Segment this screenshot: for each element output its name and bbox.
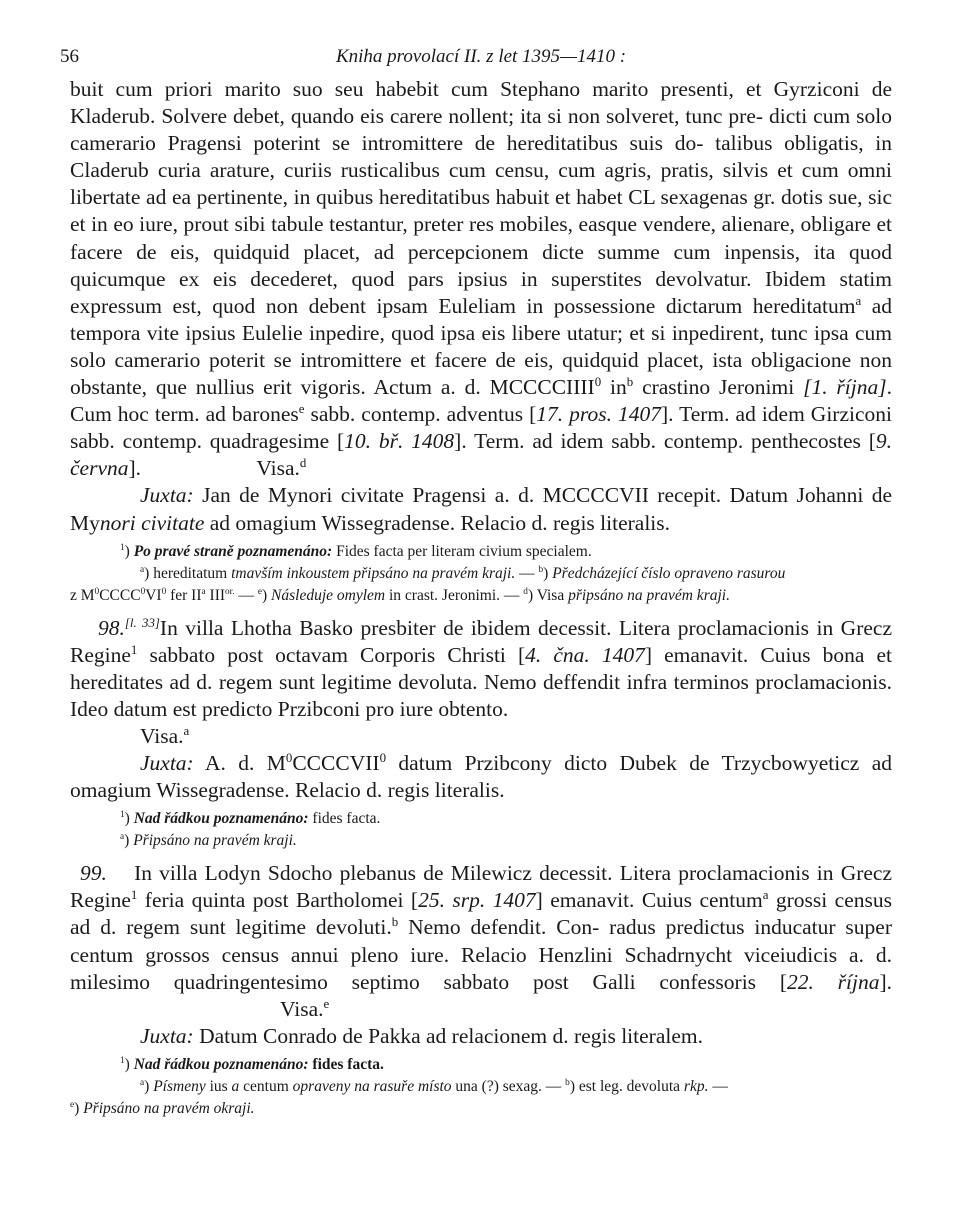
text-line: dicti cum solo camerario Pragensi poterint se intromittere de hereditatibus suis do-	[70, 104, 892, 156]
text-line: preter res mobiles, easque vendere, alienare, obligare et facere de eis, quidquid placet,	[70, 212, 893, 264]
date-gloss: 9. června	[70, 429, 892, 481]
footnote-marker: 1	[120, 810, 125, 821]
footnote-1-97: $^1$) Po pravé straně poznamenáno: Fides facta per literam civium specialem.	[120, 542, 592, 560]
date-gloss: [1. října]	[803, 375, 887, 400]
footnote-text: Visa	[536, 586, 565, 604]
text-line: crastino Jeronimi	[642, 375, 795, 400]
juxta-98	[70, 750, 892, 804]
footnote-label: Nad řádkou poznamenáno:	[133, 1055, 309, 1073]
footnote-marker: a	[140, 564, 145, 575]
footnote-ref-a: a	[855, 293, 862, 308]
text-line: sabbato post octavam Corporis Christi [	[149, 642, 526, 667]
visa-mark: Visa.	[140, 723, 184, 748]
text-line: ad percepcionem dicte summe cum inpensis, ita quod quicumque ex eis decederet,	[70, 239, 893, 291]
text-line: Cuius bona et hereditates ad d. regem sunt legitime devoluta. Nemo deffendit infra	[70, 642, 893, 694]
text-line: In villa Lhotha Basko presbiter de ibidem decessit. Litera proclamacionis	[159, 615, 810, 640]
juxta-text-italic: nori civitate	[99, 510, 205, 535]
juxta-label: Juxta:	[140, 1023, 194, 1048]
text-line: ] emanavit.	[644, 642, 749, 667]
footnote-text-italic: Následuje omylem	[271, 586, 386, 604]
page-number: 56	[60, 46, 79, 67]
text-line: ].	[879, 969, 892, 994]
text-line: buit cum priori marito suo seu habebit cum Stephano marito presenti, et Gyrziconi	[70, 77, 860, 101]
text-line: et habet CL sexagenas gr. dotis sue, sic et in eo iure, prout sibi tabule testantur,	[70, 185, 892, 237]
text-line: post Galli confessoris [	[532, 969, 787, 994]
date-gloss: 4. čna. 1407	[525, 642, 645, 667]
footnote-text: CCCC	[99, 586, 141, 604]
footnote-text: Fides facta per literam civium specialem.	[336, 542, 592, 560]
text-line: Henzlini Schadrnycht viceiudicis a. d. milesimo quadringentesimo septimo sabbato	[70, 942, 892, 994]
footnote-ref-a: a	[762, 888, 769, 903]
footnote-a-98: $^a$) Připsáno na pravém kraji.	[120, 832, 297, 850]
visa-mark: Visa.	[256, 456, 300, 481]
footnote-ref-b: b	[391, 915, 399, 930]
juxta-text: datum Przibcony dicto Dubek de Trzycbowyeticz	[398, 751, 860, 776]
text-line: feria quinta post Bartholomei [	[144, 888, 419, 913]
entry-99	[70, 860, 892, 1120]
juxta-text: Johanni de My	[70, 483, 893, 535]
superscript-or: or.	[225, 586, 235, 597]
text-line: centum	[699, 888, 763, 913]
footnote-ref-1: 1	[130, 642, 138, 657]
footnote-text: ius	[209, 1077, 228, 1095]
footnote-marker: e	[257, 586, 262, 597]
juxta-label: Juxta:	[140, 751, 194, 776]
footnote-text: fer II	[170, 586, 202, 604]
footnote-b-97-cont: z $M^0CCCC^0VI^0$ fer $II^a$ $III^{or.}$ — $^e$) Následuje omylem in crast. Jeronimi. — $^d$) Visa připsáno na pravém kraji.	[70, 586, 730, 604]
text-line: in Grecz Regine	[70, 615, 892, 667]
footnote-text-italic: rkp.	[683, 1077, 709, 1095]
footnote-marker: b	[538, 564, 544, 575]
superscript-a: a	[201, 586, 206, 597]
juxta-text: CCCCVII	[292, 751, 380, 776]
footnote-a-97: $^a$) hereditatum tmavším inkoustem připsáno na pravém kraji. — $^b$) Předcházející číslo opraveno rasurou	[140, 564, 786, 582]
superscript-zero: 0	[594, 374, 602, 389]
footnote-text: est leg. devoluta	[578, 1077, 681, 1095]
footnote-text: VI	[145, 586, 162, 604]
text-line: talibus obligatis, in Claderub curia arature, curiis rusticalibus cum censu, cum agris,	[70, 131, 893, 183]
entry-number: 98.	[98, 615, 125, 640]
footnote-text-italic: Písmeny	[153, 1077, 206, 1095]
text-line: camerario poterit se intromittere et facere de eis, quidquid placet, ista obligacione	[114, 347, 852, 372]
footnote-text: una (?) sexag.	[455, 1077, 542, 1095]
document-page	[60, 40, 893, 1120]
footnote-marker: 1	[120, 542, 125, 553]
footnote-marker: a	[140, 1077, 145, 1088]
text-line: in Grecz Regine	[70, 861, 893, 913]
footnote-text: hereditatum	[153, 564, 228, 582]
text-line: non obstante, que nullius erit vigoris. Actum a. d. MCCCCIIII	[70, 347, 893, 400]
entry-97-text	[70, 76, 892, 482]
juxta-97	[70, 482, 892, 536]
text-line: terminos proclamacionis. Ideo datum est predicto Przibconi pro iure obtento.	[70, 669, 892, 721]
entry-99-text	[70, 860, 892, 1023]
text-line: in	[610, 375, 627, 400]
juxta-text: Jan de Mynori civitate Pragensi a. d. MCCCCVII recepit. Datum	[202, 483, 789, 508]
footnote-text-italic: připsáno na pravém kraji.	[568, 586, 730, 604]
juxta-text: ad omagium Wissegradense. Relacio d. regis literalis.	[70, 751, 892, 803]
footnote-text-italic: Připsáno na pravém kraji.	[133, 832, 297, 850]
text-line: contemp. penthecostes [	[663, 429, 876, 454]
footnote-ref-1: 1	[130, 888, 138, 903]
text-line: de Kladerub. Solvere debet, quando eis carere nollent; ita si non solveret, tunc pre-	[70, 77, 893, 129]
text-line: ] emanavit. Cuius	[535, 888, 693, 913]
entry-98	[70, 615, 892, 853]
footnote-text-italic: Předcházející číslo opraveno rasurou	[552, 564, 786, 582]
superscript-zero: 0	[285, 750, 293, 765]
folio-marker: [l. 33]	[124, 615, 160, 630]
text-line: ad tempora vite ipsius	[70, 293, 893, 345]
footnote-e-99: $^e$) Připsáno na pravém okraji.	[70, 1099, 255, 1117]
footnote-text-italic: tmavším inkoustem připsáno na pravém kraji.	[231, 564, 516, 582]
footnote-label: Nad řádkou poznamenáno:	[133, 810, 309, 828]
juxta-label: Juxta:	[140, 483, 194, 508]
juxta-text: A. d. M	[204, 751, 286, 776]
footnote-marker: b	[565, 1077, 570, 1088]
footnote-text-italic: a	[231, 1077, 240, 1095]
entry-98-text	[70, 615, 892, 723]
text-line: . Cum hoc term. ad barones	[70, 375, 892, 427]
superscript-zero: 0	[161, 586, 167, 597]
date-gloss: 17. pros. 1407	[536, 402, 661, 427]
entry-97-continuation	[70, 76, 892, 607]
date-gloss: 10. bř. 1408	[344, 429, 455, 454]
footnote-1-99: $^1$) Nad řádkou poznamenáno: fides facta.	[120, 1055, 384, 1073]
footnote-ref-d: d	[299, 456, 307, 471]
footnote-ref-a: a	[183, 723, 190, 738]
footnote-text: III	[209, 586, 226, 604]
footnote-text: fides facta.	[312, 810, 381, 828]
footnote-text-italic: opraveny na rasuře místo	[292, 1077, 452, 1095]
footnote-a-99: $^a$) Písmeny ius a centum opraveny na rasuře místo una (?) sexag. — $^b$) est leg. devoluta rkp. —	[140, 1077, 728, 1095]
superscript-zero: 0	[379, 750, 387, 765]
footnote-text: in crast. Jeronimi.	[388, 586, 501, 604]
footnote-marker: 1	[120, 1055, 125, 1066]
text-line: debent ipsam Euleliam in possessione dictarum hereditatum	[308, 293, 856, 318]
text-line: Eulelie inpedire, quod ipsa eis libere utatur; et si inpedirent, tunc ipsa cum solo	[70, 320, 892, 372]
date-gloss: 22. října	[786, 969, 880, 994]
text-line: sabb. contemp. adventus [	[310, 402, 537, 427]
text-line: ].	[128, 456, 142, 481]
footnote-1-98: $^1$) Nad řádkou poznamenáno: fides facta.	[120, 810, 381, 828]
text-line: In villa Lodyn Sdocho plebanus de Milewicz decessit. Litera proclamacionis	[134, 861, 810, 886]
superscript-zero: 0	[94, 586, 100, 597]
text-line: quod pars ipsius in superstites devolvatur. Ibidem statim expressum est, quod non	[70, 266, 893, 318]
footnote-ref-e: e	[323, 996, 330, 1011]
footnote-marker: d	[523, 586, 528, 597]
text-line: Nemo defendit. Con-	[408, 915, 600, 940]
footnote-text: centum	[243, 1077, 289, 1095]
text-line: ]. Term.	[660, 402, 730, 427]
footnote-ref-e: e	[298, 401, 305, 416]
text-line: grossi census ad d. regem sunt legitime devoluti.	[70, 888, 892, 940]
visa-mark: Visa.	[280, 996, 324, 1021]
text-line: ]. Term. ad idem sabb.	[454, 429, 657, 454]
footnote-marker: e	[70, 1099, 75, 1110]
footnote-label: Po pravé straně poznamenáno:	[133, 542, 333, 560]
juxta-99	[70, 1023, 892, 1050]
footnote-text: z M	[70, 586, 95, 604]
text-line: pratis, silvis et cum omni libertate ad ea pertinente, in quibus hereditatibus habuit	[70, 158, 892, 210]
text-line: ad idem Girziconi sabb. contemp. quadragesime [	[70, 402, 892, 454]
footnote-marker: a	[120, 832, 125, 843]
footnote-ref-b: b	[626, 374, 634, 389]
footnote-text: fides facta.	[312, 1055, 384, 1073]
date-gloss: 25. srp. 1407	[418, 888, 536, 913]
running-title: Kniha provolací II. z let 1395—1410 :	[335, 46, 627, 67]
juxta-text: ad omagium Wissegradense. Relacio d. regis literalis.	[209, 510, 671, 535]
entry-number: 99.	[80, 861, 107, 886]
superscript-zero: 0	[140, 586, 146, 597]
text-line: radus predictus inducatur super centum grossos census annui pleno iure. Relacio	[70, 915, 892, 967]
footnote-text-italic: Připsáno na pravém okraji.	[83, 1099, 255, 1117]
visa-98	[70, 723, 892, 750]
page-header	[60, 40, 892, 76]
juxta-text: Datum Conrado de Pakka ad relacionem d. regis literalem.	[199, 1023, 703, 1048]
